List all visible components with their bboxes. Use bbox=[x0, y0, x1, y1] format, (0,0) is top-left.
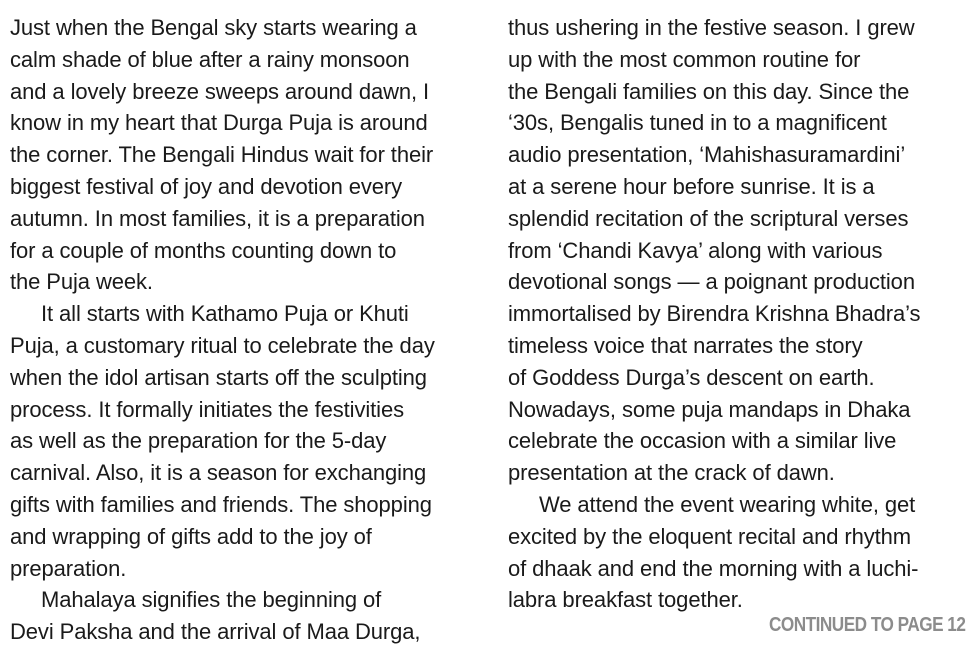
continued-to-page-label: CONTINUED TO PAGE 12 bbox=[768, 614, 965, 636]
text-line: Mahalaya signifies the beginning of bbox=[41, 587, 382, 613]
text-line: and wrapping of gifts add to the joy of bbox=[10, 523, 372, 549]
text-line: thus ushering in the festive season. I grew bbox=[508, 15, 915, 40]
text-line: preparation. bbox=[10, 555, 127, 581]
text-line: Devi Paksha and the arrival of Maa Durga, bbox=[10, 619, 421, 645]
paragraph-kathamo-puja bbox=[10, 298, 472, 584]
text-line: and a lovely breeze sweeps around dawn, I bbox=[10, 78, 430, 104]
text-line: presentation at the crack of dawn. bbox=[508, 460, 835, 486]
paragraph-intro bbox=[10, 12, 472, 298]
text-line: labra breakfast together. bbox=[508, 587, 743, 613]
text-line: Just when the Bengal sky starts wearing a bbox=[10, 15, 417, 40]
text-line: immortalised by Birendra Krishna Bhadra’s bbox=[508, 301, 921, 327]
text-line: at a serene hour before sunrise. It is a bbox=[508, 173, 875, 199]
text-line: from ‘Chandi Kavya’ along with various bbox=[508, 237, 883, 263]
text-line: autumn. In most families, it is a preparation bbox=[10, 205, 425, 231]
text-line: carnival. Also, it is a season for exchanging bbox=[10, 460, 427, 486]
text-line: process. It formally initiates the festivities bbox=[10, 396, 404, 422]
text-line: celebrate the occasion with a similar live bbox=[508, 428, 897, 454]
text-line: when the idol artisan starts off the sculpting bbox=[10, 364, 427, 390]
text-line: the corner. The Bengali Hindus wait for their bbox=[10, 142, 434, 168]
article-column-right bbox=[508, 12, 970, 616]
text-line: splendid recitation of the scriptural verses bbox=[508, 205, 909, 231]
text-line: the Puja week. bbox=[10, 269, 153, 295]
text-line: gifts with families and friends. The shopping bbox=[10, 491, 432, 517]
text-line: of dhaak and end the morning with a luchi- bbox=[508, 555, 919, 581]
text-line: Nowadays, some puja mandaps in Dhaka bbox=[508, 396, 911, 422]
paragraph-mahalaya-continued bbox=[508, 12, 970, 489]
text-line: as well as the preparation for the 5-day bbox=[10, 428, 387, 454]
paragraph-attend-event bbox=[508, 489, 970, 616]
text-line: the Bengali families on this day. Since the bbox=[508, 78, 910, 104]
text-line: for a couple of months counting down to bbox=[10, 237, 397, 263]
text-line: biggest festival of joy and devotion every bbox=[10, 173, 403, 199]
text-line: of Goddess Durga’s descent on earth. bbox=[508, 364, 875, 390]
text-line: It all starts with Kathamo Puja or Khuti bbox=[41, 301, 409, 327]
text-line: audio presentation, ‘Mahishasuramardini’ bbox=[508, 142, 906, 168]
text-line: ‘30s, Bengalis tuned in to a magnificent bbox=[508, 110, 887, 136]
text-line: excited by the eloquent recital and rhythm bbox=[508, 523, 912, 549]
text-line: We attend the event wearing white, get bbox=[539, 491, 916, 517]
text-line: up with the most common routine for bbox=[508, 46, 861, 72]
text-line: Puja, a customary ritual to celebrate the day bbox=[10, 332, 435, 358]
text-line: know in my heart that Durga Puja is around bbox=[10, 110, 428, 136]
paragraph-mahalaya bbox=[10, 584, 472, 648]
article-column-left bbox=[10, 12, 472, 648]
text-line: calm shade of blue after a rainy monsoon bbox=[10, 46, 410, 72]
text-line: timeless voice that narrates the story bbox=[508, 332, 863, 358]
text-line: devotional songs — a poignant production bbox=[508, 269, 915, 295]
